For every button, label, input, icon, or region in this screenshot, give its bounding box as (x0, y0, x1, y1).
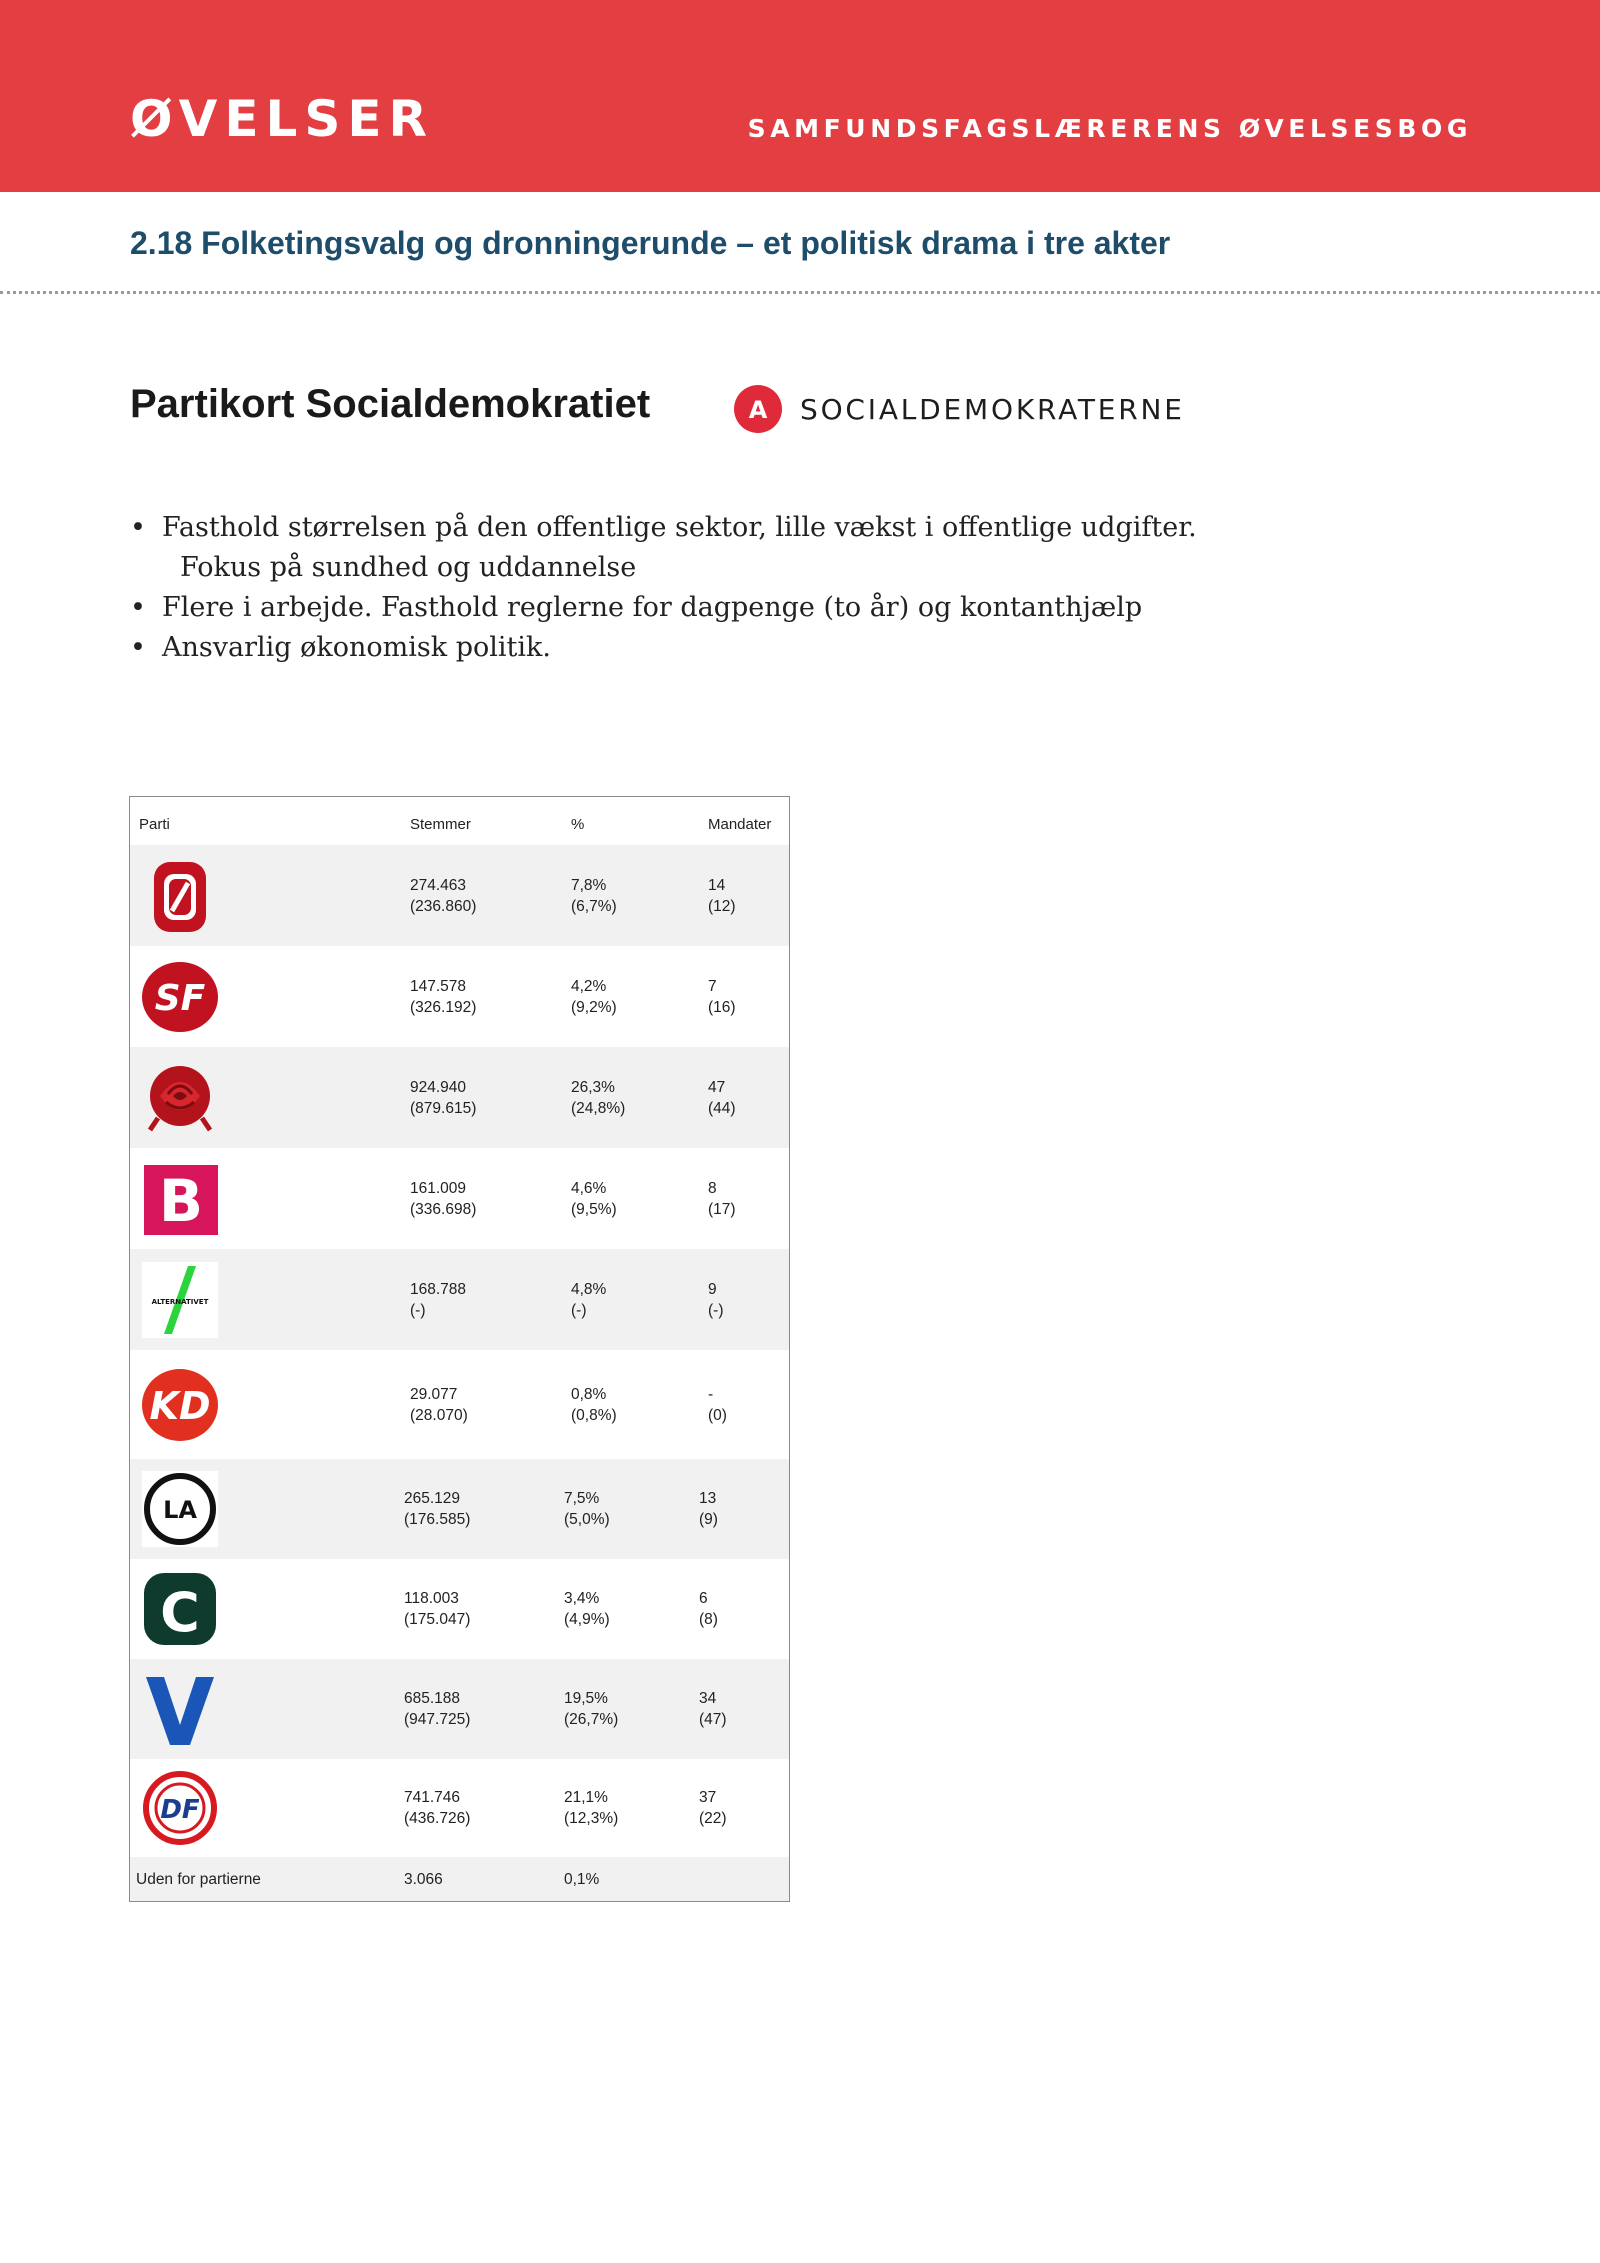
socialdemokratiet-rose-logo (140, 1058, 220, 1138)
footer-votes: 3.066 (404, 1871, 443, 1888)
bullet-item: • Ansvarlig økonomisk politik. (130, 628, 1230, 668)
table-row (130, 845, 789, 946)
bullet-item: • Flere i arbejde. Fasthold reglerne for dagpenge (to år) og kontanthjælp (130, 588, 1230, 628)
votes-cell: 147.578 (326.192) (410, 978, 477, 1016)
party-letter-badge (734, 385, 782, 433)
table-row (130, 1047, 789, 1148)
votes-cell: 741.746 (436.726) (404, 1789, 471, 1827)
votes-cell: 274.463 (236.860) (410, 877, 477, 915)
header-subtitle: SAMFUNDSFAGSLÆRERENS ØVELSESBOG (747, 114, 1472, 143)
seats-cell: 6 (8) (699, 1590, 718, 1628)
percent-cell: 4,2% (9,2%) (571, 978, 617, 1016)
percent-cell: 7,8% (6,7%) (571, 877, 617, 915)
seats-cell: 8 (17) (708, 1180, 736, 1218)
radikale-logo (140, 1159, 220, 1239)
seats-cell: 37 (22) (699, 1789, 727, 1827)
percent-cell: 26,3% (24,8%) (571, 1079, 626, 1117)
svg-text:SF: SF (154, 978, 206, 1019)
seats-cell: 9 (-) (708, 1281, 724, 1319)
la-logo (140, 1469, 220, 1549)
column-header-parti: Parti (139, 816, 170, 833)
percent-cell: 3,4% (4,9%) (564, 1590, 610, 1628)
svg-text:KD: KD (149, 1384, 211, 1428)
percent-cell: 0,8% (0,8%) (571, 1386, 617, 1424)
seats-cell: 7 (16) (708, 978, 736, 1016)
enhedslisten-logo (140, 856, 220, 936)
page-heading: Partikort Socialdemokratiet (130, 382, 651, 426)
percent-cell: 4,8% (-) (571, 1281, 607, 1319)
dotted-divider (0, 291, 1600, 294)
votes-cell: 168.788 (-) (410, 1281, 467, 1319)
page-header (0, 0, 1600, 192)
votes-cell: 161.009 (336.698) (410, 1180, 477, 1218)
sf-logo (140, 957, 220, 1037)
df-logo (140, 1768, 220, 1848)
table-row (130, 946, 789, 1047)
table-footer-row (130, 1857, 789, 1902)
votes-cell: 29.077 (28.070) (410, 1386, 468, 1424)
svg-text:A: A (748, 396, 768, 424)
seats-cell: 14 (12) (708, 877, 736, 915)
svg-text:C: C (160, 1581, 200, 1644)
table-row (130, 1659, 789, 1759)
table-header (130, 797, 789, 845)
table-row (130, 1249, 789, 1350)
header-title: ØVELSER (130, 90, 435, 148)
seats-cell: 13 (9) (699, 1490, 718, 1528)
column-header-mandater: Mandater (708, 816, 772, 833)
votes-cell: 685.188 (947.725) (404, 1690, 471, 1728)
section-title: 2.18 Folketingsvalg og dronningerunde – et politisk drama i tre akter (130, 225, 1171, 261)
kd-logo (140, 1365, 220, 1445)
alternativet-logo (140, 1260, 220, 1340)
svg-text:B: B (158, 1167, 204, 1235)
table-row (130, 1459, 789, 1559)
konservative-logo (140, 1569, 220, 1649)
footer-label: Uden for partierne (136, 1871, 261, 1888)
votes-cell: 265.129 (176.585) (404, 1490, 471, 1528)
footer-percent: 0,1% (564, 1871, 600, 1888)
column-header-percent: % (571, 816, 585, 833)
column-header-stemmer: Stemmer (410, 816, 471, 833)
socialdemokraterne-logo (734, 383, 1185, 435)
table-row (130, 1759, 789, 1857)
party-logo-name: SOCIALDEMOKRATERNE (800, 392, 1185, 426)
table-row (130, 1148, 789, 1249)
seats-cell: - (0) (708, 1386, 727, 1424)
svg-text:ALTERNATIVET: ALTERNATIVET (151, 1298, 209, 1306)
votes-cell: 118.003 (175.047) (404, 1590, 471, 1628)
svg-text:LA: LA (163, 1496, 197, 1524)
percent-cell: 7,5% (5,0%) (564, 1490, 610, 1528)
seats-cell: 47 (44) (708, 1079, 736, 1117)
svg-text:DF: DF (160, 1795, 200, 1825)
votes-cell: 924.940 (879.615) (410, 1079, 477, 1117)
venstre-logo (140, 1669, 220, 1749)
policy-bullet-list (130, 508, 1230, 668)
table-row (130, 1350, 789, 1459)
seats-cell: 34 (47) (699, 1690, 727, 1728)
percent-cell: 19,5% (26,7%) (564, 1690, 619, 1728)
bullet-item: • Fasthold størrelsen på den offentlige sektor, lille vækst i offentlige udgifter. Fokus på sundhed og uddannelse (130, 508, 1230, 588)
percent-cell: 21,1% (12,3%) (564, 1789, 619, 1827)
percent-cell: 4,6% (9,5%) (571, 1180, 617, 1218)
table-row (130, 1559, 789, 1659)
election-results-table (129, 796, 790, 1902)
